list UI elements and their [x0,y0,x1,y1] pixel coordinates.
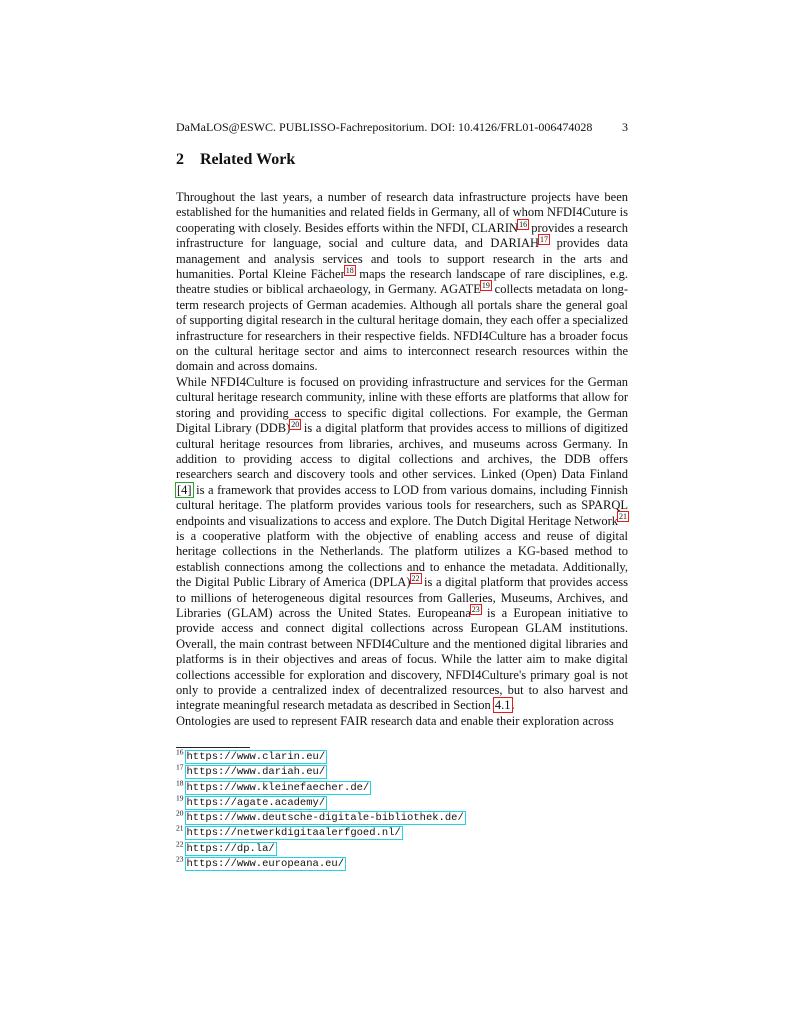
text-run: is a European initiative to provide access and connect digital collections across European GLAM institutions. Overall, the main contrast between NFDI4Culture and the mentioned digital libraries and platforms is in their objectives and areas of focus. While the latter aim to make digital collections accessible for exploration and discovery, NFDI4Culture's primary goal is not only to provide a centralized index of decentralized resources, but to also harvest and integrate meaningful research metadata as described in Section [176,605,629,713]
text-run: While NFDI4Culture is focused on providing infrastructure and services for the German cultural heritage research community, inline with these efforts are platforms that allow for storing and providing access to specific digital collections. For example, the German Digital Library (DDB) [176,374,628,436]
footnote-url-link[interactable]: https://www.dariah.eu/ [186,766,326,779]
page-number: 3 [622,120,628,134]
text-run: is a digital platform that provides access to millions of digitized cultural heritage resources from libraries, archives, and museums across Germany. In addition to providing access to digital collections and archives, the DDB offers researchers search and discovery tools and other services. Linked (Open) Data Finland [176,421,628,482]
footnote-number: 23 [176,854,184,864]
citation-link[interactable]: [4] [177,482,192,497]
footnotes [176,749,465,871]
footnote-url-link[interactable]: https://dp.la/ [186,842,275,855]
footnote [176,777,465,795]
footnote-url-link[interactable]: https://www.europeana.eu/ [186,858,345,871]
paragraph-3 [176,714,628,729]
footnote-number: 18 [176,777,184,787]
running-title: DaMaLOS@ESWC. PUBLISSO-Fachrepositorium. DOI: 10.4126/FRL01-006474028 [176,120,593,134]
text-run: is a cooperative platform with the objective of enabling access and reuse of digital heritage collections in the Netherlands. The platform utilizes a KG-based method to establish connections among the collections and to enhance the metadata. Additionally, the Digital Public Library of America (DPLA) [176,528,628,590]
text-run: provides a research infrastructure for language, social and culture data, and DARIAH [176,220,628,251]
footnote-ref-19[interactable]: 19 [481,281,490,291]
footnote-rule [176,747,250,748]
footnote-number: 16 [176,747,184,757]
footnote-ref-16[interactable]: 16 [519,219,528,229]
text-run: maps the research landscape of rare disciplines, e.g. theatre studies or biblical archaeology, in Germany. AGATE [176,267,628,297]
footnote-number: 19 [176,793,184,803]
footnote [176,810,465,825]
footnote-ref-23[interactable]: 23 [471,604,480,614]
footnote-ref-21[interactable]: 21 [619,512,627,522]
footnote-ref-18[interactable]: 18 [345,265,354,275]
footnote-number: 21 [176,823,184,833]
footnote-ref-17[interactable]: 17 [540,235,549,245]
footnote-ref-20[interactable]: 20 [291,419,300,429]
paragraph-2 [176,375,628,714]
footnote-number: 17 [176,762,184,772]
text-run: is a digital platform that provides access to millions of heterogeneous digital resources from Galleries, Museums, Archives, and Libraries (GLAM) across the United States. Europeana [176,575,628,620]
footnote-url-link[interactable]: https://www.kleinefaecher.de/ [186,781,370,794]
footnote [176,764,465,779]
footnote [176,795,465,810]
paragraph-1 [176,190,628,375]
footnote [176,841,465,856]
section-title: Related Work [200,151,296,168]
text-run: Ontologies are used to represent FAIR research data and enable their exploration across [176,713,614,728]
footnote [176,856,465,871]
text-run: provides data management and analysis services and tools to support research in the arts and humanities. Portal Kleine Fächer [176,236,628,282]
section-heading [176,150,295,170]
footnote-number: 22 [176,839,184,849]
text-run: . [511,698,515,713]
text-run: is a framework that provides access to LOD from various domains, including Finnish cultural heritage. The platform provides various tools for researchers, such as SPARQL endpoints and visualizations to access and explore. The Dutch Digital Heritage Network [176,482,628,528]
footnote-url-link[interactable]: https://www.deutsche-digitale-bibliothek.de/ [186,812,464,825]
section-number: 2 [176,151,184,168]
body-text [176,190,628,729]
footnote-ref-22[interactable]: 22 [411,574,420,583]
footnote-url-link[interactable]: https://agate.academy/ [186,796,326,809]
text-run: Throughout the last years, a number of research data infrastructure projects have been established for the humanities and related fields in Germany, all of whom NFDI4Cuture is cooperating with closely. Besides efforts within the NFDI, CLARIN [176,190,628,235]
footnote-number: 20 [176,808,184,818]
footnote-url-link[interactable]: https://www.clarin.eu/ [186,751,326,763]
text-run: collects metadata on long-term research projects of German academies. Although all portals share the general goal of supporting digital research in the cultural heritage domain, they each offer a specialized infrastructure for researchers in their respective fields. NFDI4Culture has a broader focus on the cultural heritage sector and aims to interconnect research resources within the domain and across domains. [176,282,628,374]
footnote-url-link[interactable]: https://netwerkdigitaalerfgoed.nl/ [186,827,401,840]
footnote [176,749,465,764]
footnote [176,825,465,840]
section-ref-link[interactable]: 4.1 [494,698,511,713]
